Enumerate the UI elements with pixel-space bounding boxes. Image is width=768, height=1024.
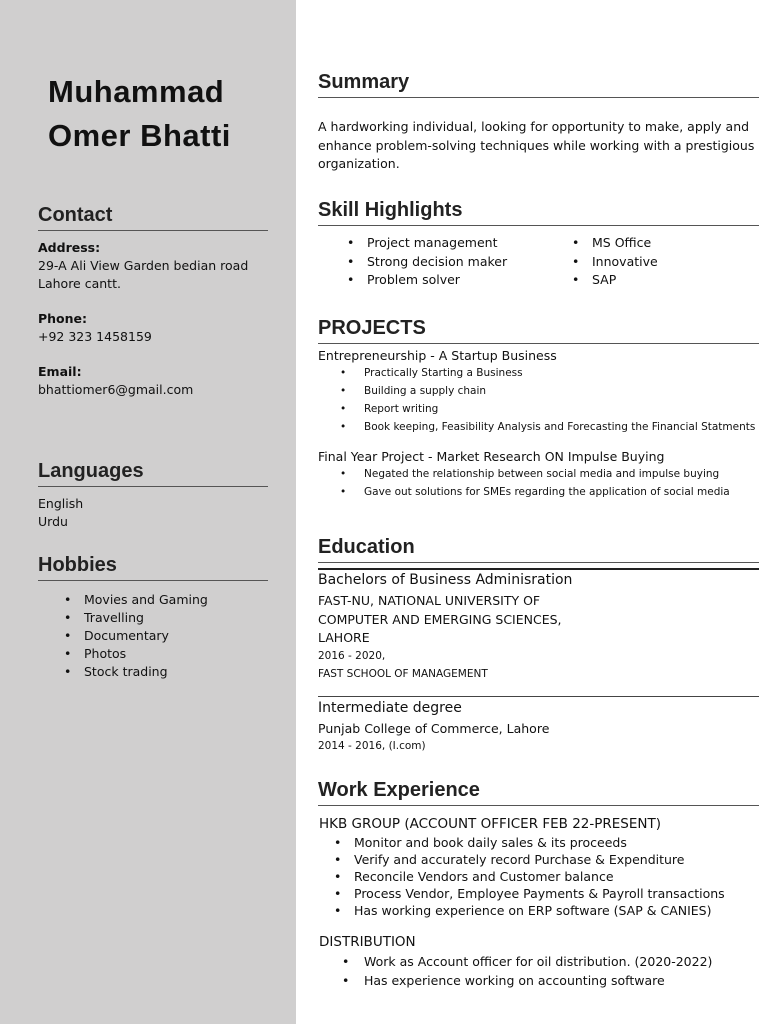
work-item: • Has experience working on accounting software [342, 972, 712, 991]
work-item: • Verify and accurately record Purchase & Expenditure [334, 851, 725, 868]
email-label: Email: [38, 364, 82, 379]
contact-heading: Contact [38, 204, 268, 231]
phone-value: +92 323 1458159 [38, 329, 152, 344]
hobby-item: • Movies and Gaming [64, 591, 208, 609]
address-line-2: Lahore cantt. [38, 276, 121, 291]
hobbies-list [64, 591, 208, 681]
skill-item: • SAP [572, 271, 658, 290]
project-item: • Practically Starting a Business [340, 364, 755, 382]
edu-1-meta [318, 647, 488, 683]
edu-2-degree: Intermediate degree [318, 700, 462, 716]
language-item: English [38, 496, 84, 511]
project-item: • Report writing [340, 400, 755, 418]
skill-item: • Innovative [572, 253, 658, 272]
education-divider [318, 696, 759, 697]
work-item: • Reconcile Vendors and Customer balance [334, 868, 725, 885]
work-item: • Has working experience on ERP software (SAP & CANIES) [334, 902, 725, 919]
project-1-title: Entrepreneurship - A Startup Business [318, 348, 557, 363]
edu-1-dept: FAST SCHOOL OF MANAGEMENT [318, 668, 488, 680]
work-item: • Work as Account officer for oil distribution. (2020-2022) [342, 953, 712, 972]
project-1-list [340, 364, 755, 436]
skill-item: • Project management [347, 234, 507, 253]
project-2-title: Final Year Project - Market Research ON Impulse Buying [318, 449, 665, 464]
address-label: Address: [38, 240, 101, 255]
skill-item: • Problem solver [347, 271, 507, 290]
name-line-1: Muhammad [48, 74, 225, 109]
edu-2-school: Punjab College of Commerce, Lahore [318, 721, 550, 736]
hobby-item: • Documentary [64, 627, 208, 645]
summary-line: organization. [318, 156, 400, 171]
hobby-item: • Photos [64, 645, 208, 663]
languages-heading: Languages [38, 460, 268, 487]
skills-heading: Skill Highlights [318, 199, 759, 226]
edu-1-degree: Bachelors of Business Adminisration [318, 572, 573, 588]
project-item: • Negated the relationship between social media and impulse buying [340, 465, 730, 483]
contact-details [38, 239, 248, 399]
edu-1-school [318, 592, 562, 648]
email-value: bhattiomer6@gmail.com [38, 382, 194, 397]
project-item: • Book keeping, Feasibility Analysis and Forecasting the Financial Statments [340, 418, 755, 436]
edu-school-line: COMPUTER AND EMERGING SCIENCES, [318, 611, 562, 627]
work-2-title: DISTRIBUTION [319, 934, 416, 950]
summary-line: A hardworking individual, looking for opportunity to make, apply and [318, 119, 750, 134]
hobby-item: • Stock trading [64, 663, 208, 681]
project-item: • Building a supply chain [340, 382, 755, 400]
projects-heading: PROJECTS [318, 317, 759, 344]
education-heading: Education [318, 536, 759, 563]
language-item: Urdu [38, 514, 68, 529]
edu-school-line: LAHORE [318, 630, 370, 645]
work-1-list [334, 834, 725, 919]
hobby-item: • Travelling [64, 609, 208, 627]
skill-item: • MS Office [572, 234, 658, 253]
name-line-2: Omer Bhatti [48, 118, 231, 153]
skills-col-1 [347, 234, 507, 290]
hobbies-heading: Hobbies [38, 554, 268, 581]
summary-text [318, 118, 763, 174]
project-item: • Gave out solutions for SMEs regarding the application of social media [340, 483, 730, 501]
work-1-title: HKB GROUP (ACCOUNT OFFICER FEB 22-PRESENT) [319, 816, 662, 832]
summary-heading: Summary [318, 71, 759, 98]
phone-label: Phone: [38, 311, 88, 326]
work-item: • Monitor and book daily sales & its proceeds [334, 834, 725, 851]
project-2-list [340, 465, 730, 501]
skill-item: • Strong decision maker [347, 253, 507, 272]
candidate-name [48, 70, 288, 158]
work-item: • Process Vendor, Employee Payments & Payroll transactions [334, 885, 725, 902]
summary-line: enhance problem-solving techniques while working with a prestigious [318, 137, 755, 153]
work-2-list [342, 953, 712, 990]
languages-list [38, 495, 83, 531]
address-line-1: 29-A Ali View Garden bedian road [38, 258, 249, 273]
edu-1-dates: 2016 - 2020, [318, 650, 386, 662]
education-divider [318, 568, 759, 570]
edu-school-line: FAST-NU, NATIONAL UNIVERSITY OF [318, 593, 541, 608]
skills-col-2 [572, 234, 658, 290]
edu-2-dates: 2014 - 2016, (I.com) [318, 740, 426, 752]
work-heading: Work Experience [318, 779, 759, 806]
